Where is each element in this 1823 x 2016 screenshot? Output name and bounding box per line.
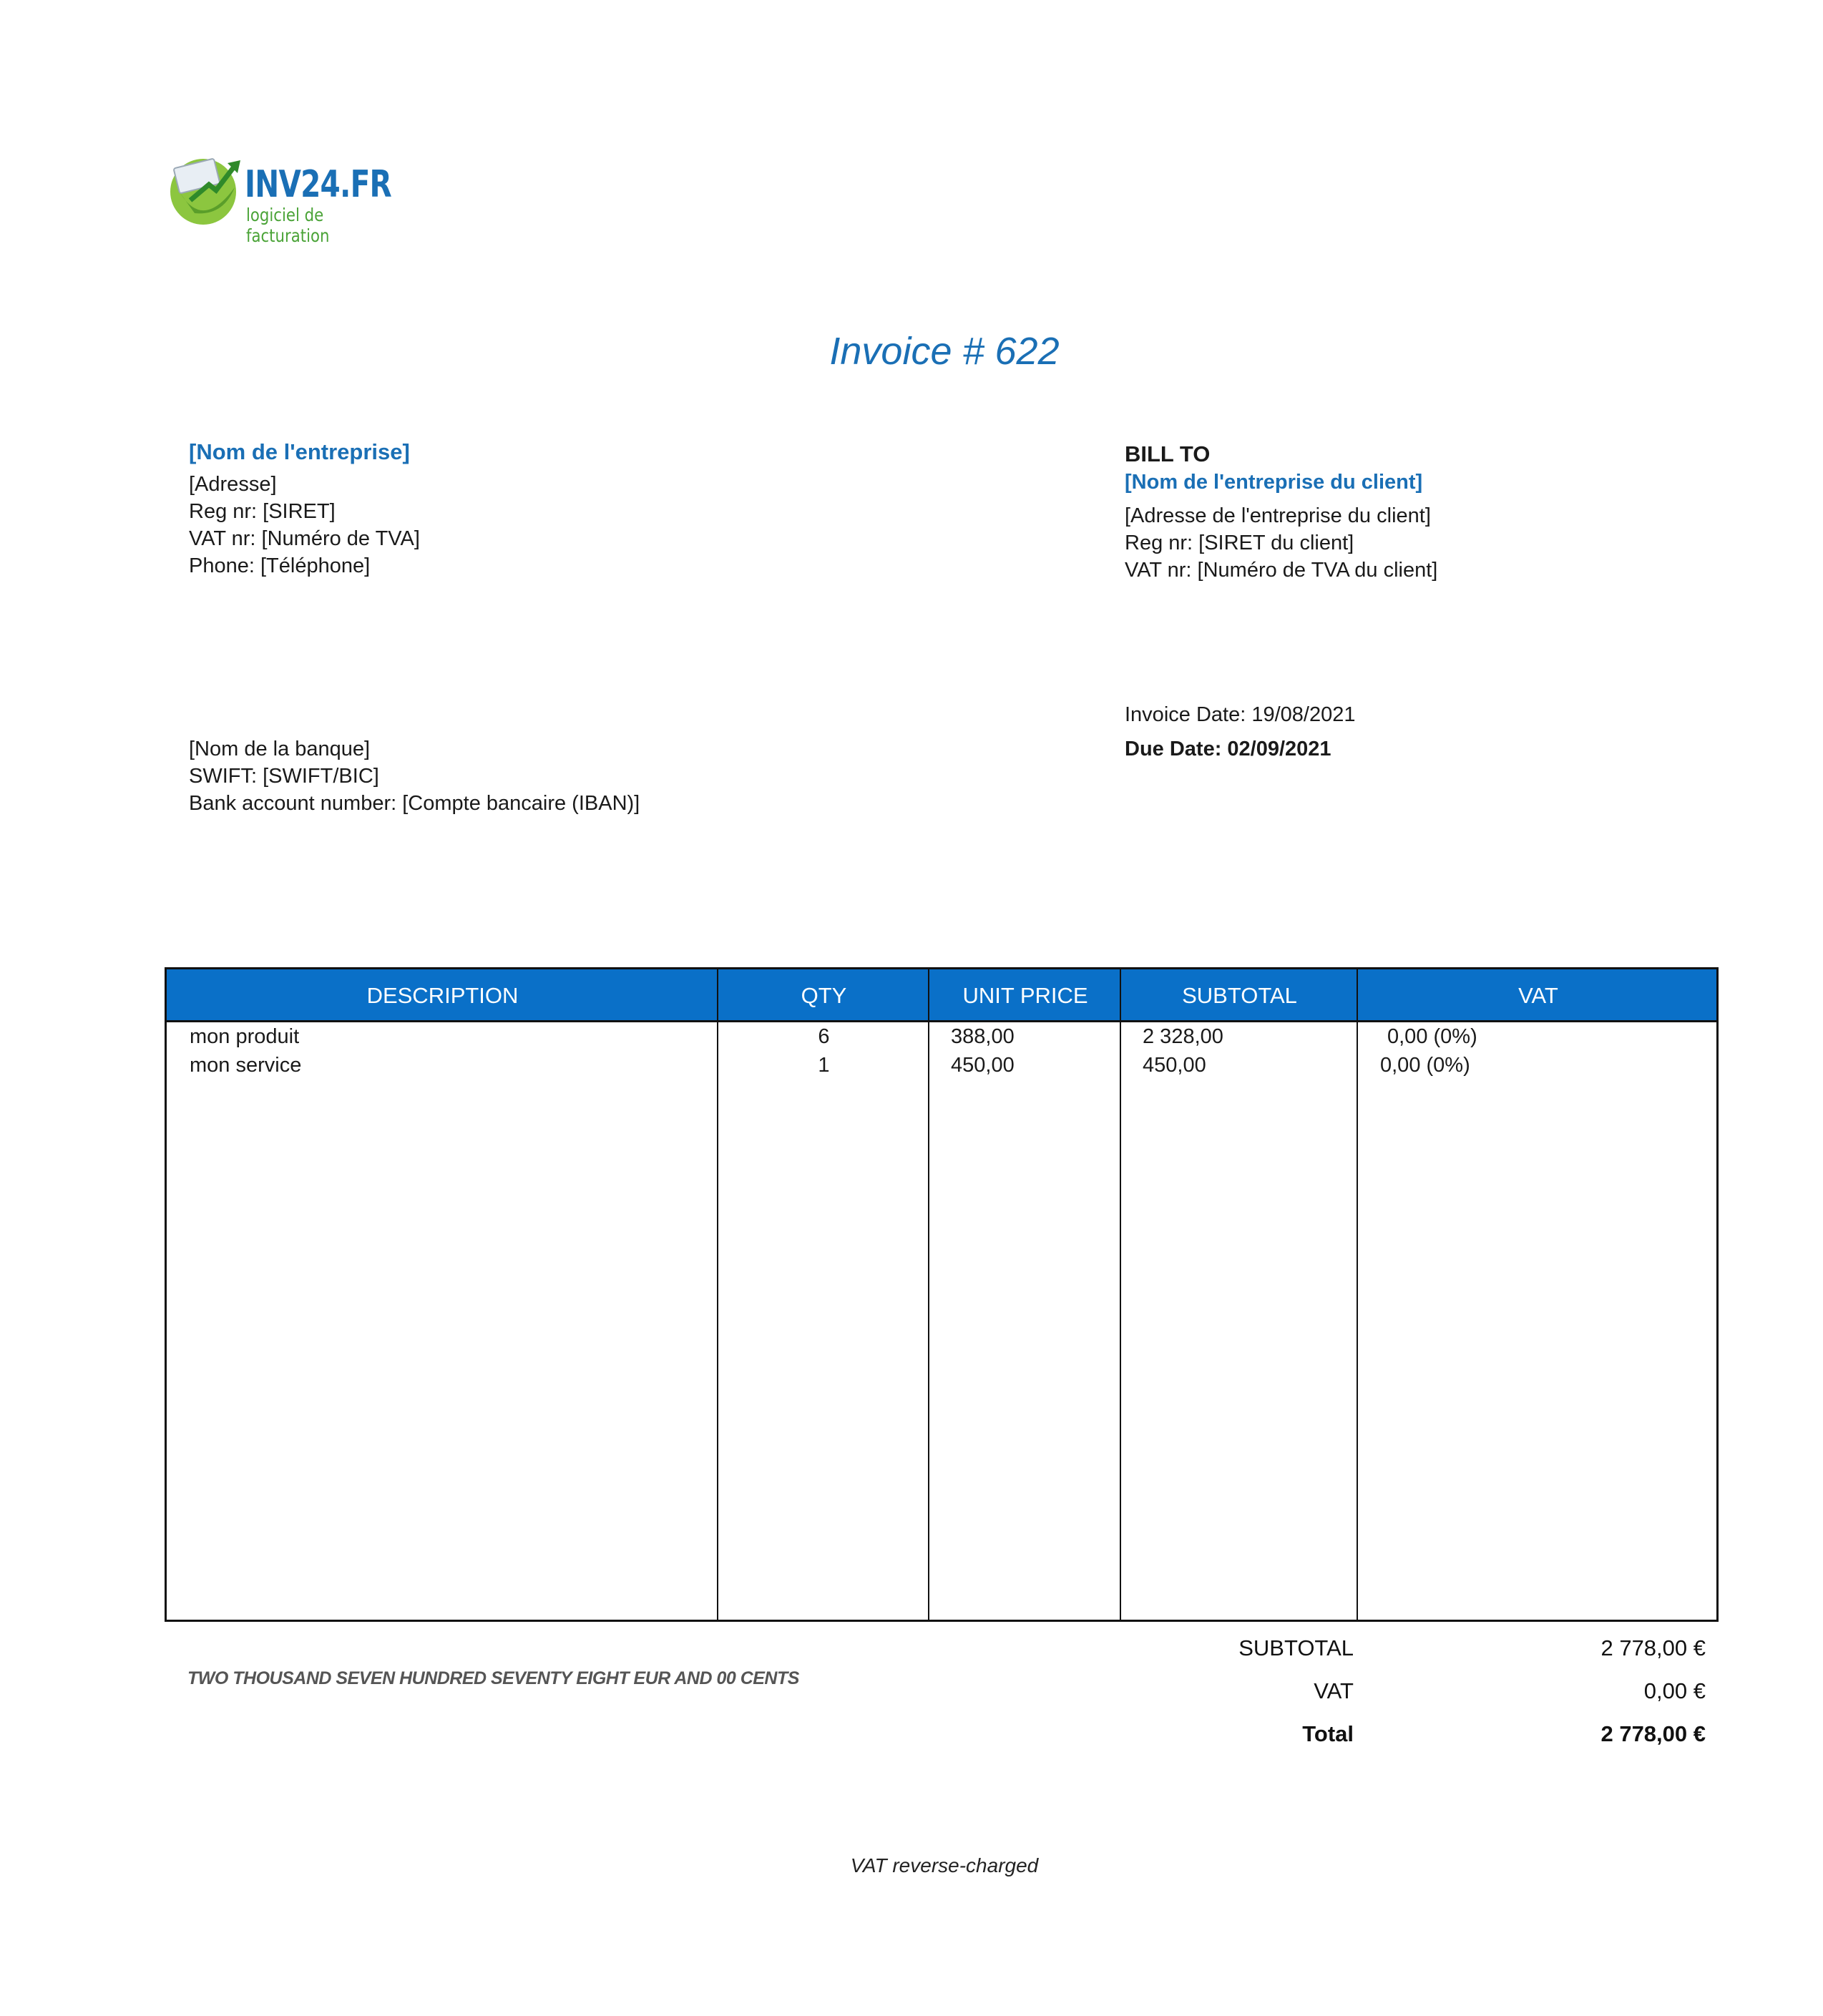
bill-to-heading: BILL TO [1125,441,1211,466]
bank-account: Bank account number: [Compte bancaire (IBAN)] [189,792,640,815]
column-divider [1120,969,1121,1620]
vat-label: VAT [1314,1678,1354,1703]
table-header [167,969,1716,1022]
company-logo [166,150,395,246]
row-qty: 1 [818,1054,830,1077]
seller-address: [Adresse] [189,473,277,496]
client-vat: VAT nr: [Numéro de TVA du client] [1125,559,1438,582]
row-subtotal: 450,00 [1143,1054,1206,1077]
header-vat: VAT [1518,983,1558,1008]
column-divider [1357,969,1358,1620]
seller-reg: Reg nr: [SIRET] [189,500,336,523]
due-date: Due Date: 02/09/2021 [1125,738,1331,760]
header-unit-price: UNIT PRICE [962,983,1088,1008]
client-address: [Adresse de l'entreprise du client] [1125,504,1431,527]
client-reg: Reg nr: [SIRET du client] [1125,532,1354,554]
seller-phone: Phone: [Téléphone] [189,554,371,577]
total-value: 2 778,00 € [1600,1721,1706,1746]
subtotal-label: SUBTOTAL [1238,1635,1354,1660]
subtotal-value: 2 778,00 € [1600,1635,1706,1660]
vat-value: 0,00 € [1643,1678,1706,1703]
row-description: mon produit [190,1025,300,1048]
row-qty: 6 [818,1025,830,1048]
invoice-date: Invoice Date: 19/08/2021 [1125,703,1356,726]
row-description: mon service [190,1054,302,1077]
logo-envelope-icon [166,150,245,229]
bank-swift: SWIFT: [SWIFT/BIC] [189,765,379,788]
row-unit-price: 450,00 [951,1054,1015,1077]
header-subtotal: SUBTOTAL [1182,983,1297,1008]
row-vat: 0,00 (0%) [1380,1054,1470,1077]
amount-in-words: TWO THOUSAND SEVEN HUNDRED SEVENTY EIGHT EUR AND 00 CENTS [187,1668,799,1688]
client-company: [Nom de l'entreprise du client] [1125,471,1423,494]
total-label: Total [1302,1721,1354,1746]
header-qty: QTY [801,983,847,1008]
items-table [165,967,1719,1622]
seller-vat: VAT nr: [Numéro de TVA] [189,527,420,550]
bank-name: [Nom de la banque] [189,738,371,760]
logo-name: INV24.FR [245,163,391,206]
invoice-title: Invoice # 622 [829,330,1060,373]
row-subtotal: 2 328,00 [1143,1025,1223,1048]
footer-note: VAT reverse-charged [850,1854,1039,1876]
row-unit-price: 388,00 [951,1025,1015,1048]
logo-tagline: logiciel de facturation [246,205,330,246]
seller-company: [Nom de l'entreprise] [189,439,410,464]
header-description: DESCRIPTION [366,983,519,1008]
row-vat: 0,00 (0%) [1387,1025,1477,1048]
